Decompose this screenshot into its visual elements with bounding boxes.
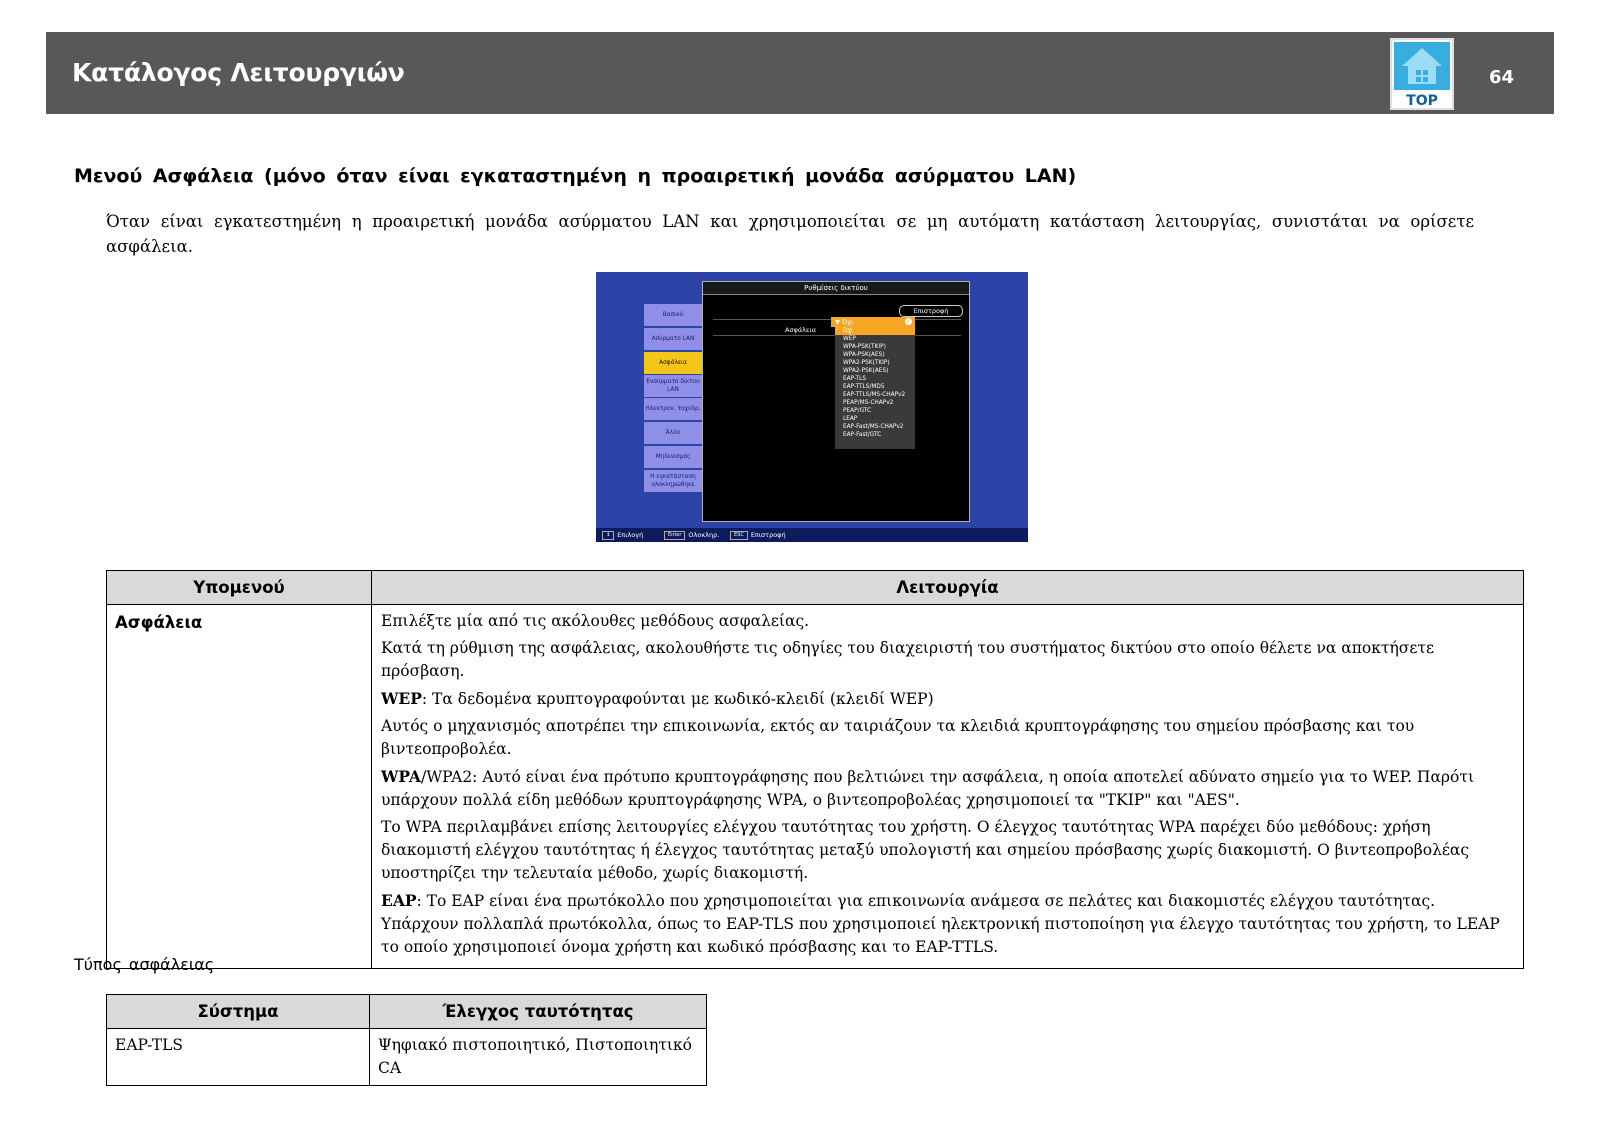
security-option[interactable]: EAP-TTLS/MD5 bbox=[843, 384, 885, 390]
screenshot-footer bbox=[596, 528, 1028, 542]
table-row bbox=[107, 1029, 707, 1086]
esc-key-icon: ESC bbox=[730, 531, 748, 540]
column-header-submenu: Υπομενού bbox=[107, 571, 372, 605]
column-header-authentication: Έλεγχος ταυτότητας bbox=[370, 995, 707, 1029]
security-option[interactable]: WPA-PSK(TKIP) bbox=[843, 344, 886, 350]
menu-tab[interactable]: Ενσύρματο δίκτυο LAN bbox=[644, 375, 702, 397]
description-paragraph bbox=[381, 687, 1515, 711]
return-button[interactable]: Επιστροφή bbox=[899, 305, 963, 317]
menu-tab[interactable]: Η εγκατάσταση ολοκληρώθηκε bbox=[644, 470, 702, 492]
panel-title: Ρυθμίσεις δικτύου bbox=[703, 282, 969, 295]
authentication-cell: Ψηφιακό πιστοποιητικό, Πιστοποιητικό CA bbox=[370, 1029, 707, 1086]
footer-select-label: Επιλογή bbox=[617, 531, 644, 539]
security-option[interactable]: WPA2-PSK(TKIP) bbox=[843, 360, 890, 366]
description-paragraph bbox=[381, 610, 1515, 633]
security-label: Ασφάλεια bbox=[785, 326, 816, 334]
description-text: Επιλέξτε μία από τις ακόλουθες μεθόδους ασφαλείας. bbox=[381, 612, 810, 630]
security-option[interactable]: LEAP bbox=[843, 416, 858, 422]
security-option[interactable]: EAP-TLS bbox=[843, 376, 867, 382]
network-settings-screenshot bbox=[596, 272, 1028, 542]
column-header-function: Λειτουργία bbox=[372, 571, 1524, 605]
term-label: WPA bbox=[381, 767, 421, 786]
column-header-system: Σύστημα bbox=[107, 995, 370, 1029]
system-cell: EAP-TLS bbox=[107, 1029, 370, 1086]
menu-tab[interactable]: Βασικό bbox=[644, 304, 702, 326]
dropdown-value: Όχι bbox=[842, 318, 854, 326]
description-paragraph bbox=[381, 889, 1515, 959]
footer-select bbox=[602, 528, 643, 542]
term-label: EAP bbox=[381, 891, 417, 910]
page-header bbox=[46, 32, 1554, 114]
term-label: WEP bbox=[381, 689, 422, 708]
description-text: Το WPA περιλαμβάνει επίσης λειτουργίες ελέγχου ταυτότητας του χρήστη. Ο έλεγχος ταυτότητας WPA παρέχει δύο μεθόδους: χρήση διακομιστή ελέγχου ταυτότητας ή έλεγχος ταυτότητας μεταξύ υπολογιστή και σημείου πρόσβασης χωρίς διακομιστή. Ο βιντεοπροβολέας υποστηρίζει την τελευταία μέθοδο, χωρίς διακομιστή. bbox=[381, 818, 1470, 882]
description-text: Κατά τη ρύθμιση της ασφάλειας, ακολουθήστε τις οδηγίες του διαχειριστή του συστήματος δικτύου στο οποίο θέλετε να αποκτήσετε πρόσβαση. bbox=[381, 639, 1435, 680]
top-button[interactable] bbox=[1390, 38, 1454, 110]
security-option[interactable]: WPA-PSK(AES) bbox=[843, 352, 885, 358]
description-text: : Τα δεδομένα κρυπτογραφούνται με κωδικό-κλειδί (κλειδί WEP) bbox=[421, 690, 934, 708]
footer-esc-label: Επιστροφή bbox=[750, 531, 786, 539]
description-paragraph bbox=[381, 715, 1515, 761]
submenu-cell: Ασφάλεια bbox=[107, 605, 372, 969]
security-options-list bbox=[835, 327, 915, 449]
table-row bbox=[107, 605, 1524, 969]
section-heading: Μενού Ασφάλεια (μόνο όταν είναι εγκαταστημένη η προαιρετική μονάδα ασύρματου LAN) bbox=[74, 165, 1077, 187]
description-paragraph bbox=[381, 637, 1515, 683]
menu-tab[interactable]: Ηλεκτρον. ταχυδρ. bbox=[644, 398, 702, 420]
menu-tab[interactable]: Ασφάλεια bbox=[644, 352, 702, 374]
description-text: Αυτός ο μηχανισμός αποτρέπει την επικοινωνία, εκτός αν ταιριάζουν τα κλειδιά κρυπτογράφησης του σημείου πρόσβασης και του βιντεοπροβολέα. bbox=[381, 717, 1415, 758]
enter-key-icon: Enter bbox=[664, 531, 685, 540]
footer-esc bbox=[730, 528, 786, 542]
menu-tab[interactable]: Άλλο bbox=[644, 422, 702, 444]
security-type-label: Τύπος ασφάλειας bbox=[74, 955, 215, 974]
page-title: Κατάλογος Λειτουργιών bbox=[72, 58, 405, 87]
security-dropdown[interactable] bbox=[831, 317, 915, 327]
updown-key-icon: ↕ bbox=[602, 531, 614, 540]
footer-enter-label: Ολοκληρ. bbox=[688, 531, 720, 539]
security-option[interactable]: WPA2-PSK(AES) bbox=[843, 368, 889, 374]
security-option[interactable]: PEAP/GTC bbox=[843, 408, 872, 414]
menu-tab[interactable]: Ασύρματο LAN bbox=[644, 328, 702, 350]
security-option[interactable]: EAP-TTLS/MS-CHAPv2 bbox=[843, 392, 906, 398]
security-option[interactable]: PEAP/MS-CHAPv2 bbox=[843, 400, 894, 406]
security-menu-table bbox=[106, 570, 1524, 969]
page-number: 64 bbox=[1489, 67, 1515, 88]
security-option[interactable]: EAP-Fast/GTC bbox=[843, 432, 882, 438]
description-text: : Το EAP είναι ένα πρωτόκολλο που χρησιμοποιείται για επικοινωνία ανάμεσα σε πελάτες και διακομιστές ελέγχου ταυτότητας. Υπάρχουν πολλαπλά πρωτόκολλα, όπως το EAP-TLS που χρησιμοποιεί ηλεκτρονική πιστοποίηση για έλεγχο ταυτότητας του χρήστη, το LEAP το οποίο χρησιμοποιεί όνομα χρήστη και κωδικό πρόσβασης και το EAP-TTLS. bbox=[381, 892, 1500, 956]
top-home-icon bbox=[1390, 38, 1454, 110]
description-text: /WPA2: Αυτό είναι ένα πρότυπο κρυπτογράφησης που βελτιώνει την ασφάλεια, η οποία αποτελεί αδύνατο σημείο για το WEP. Παρότι υπάρχουν πολλά είδη μεθόδων κρυπτογράφησης WPA, ο βιντεοπροβολέας χρησιμοποιεί τα "TKIP" και "AES". bbox=[381, 768, 1475, 809]
intro-paragraph: Όταν είναι εγκατεστημένη η προαιρετική μονάδα ασύρματου LAN και χρησιμοποιείται σε μη αυτόματη κατάσταση λειτουργίας, συνιστάται να ορίσετε ασφάλεια. bbox=[106, 212, 1474, 256]
menu-tab[interactable]: Μηδενισμός bbox=[644, 446, 702, 468]
security-option[interactable]: WEP bbox=[843, 336, 856, 342]
description-paragraph bbox=[381, 765, 1515, 812]
security-option[interactable]: EAP-Fast/MS-CHAPv2 bbox=[843, 424, 904, 430]
chevron-down-icon: ▼ bbox=[835, 318, 843, 326]
description-paragraph bbox=[381, 816, 1515, 885]
check-icon: ✓ bbox=[905, 318, 912, 325]
footer-enter bbox=[664, 528, 719, 542]
security-type-table bbox=[106, 994, 707, 1086]
function-description-cell bbox=[372, 605, 1524, 969]
top-button-label: TOP bbox=[1406, 93, 1438, 109]
security-option[interactable]: Όχι bbox=[835, 327, 915, 335]
